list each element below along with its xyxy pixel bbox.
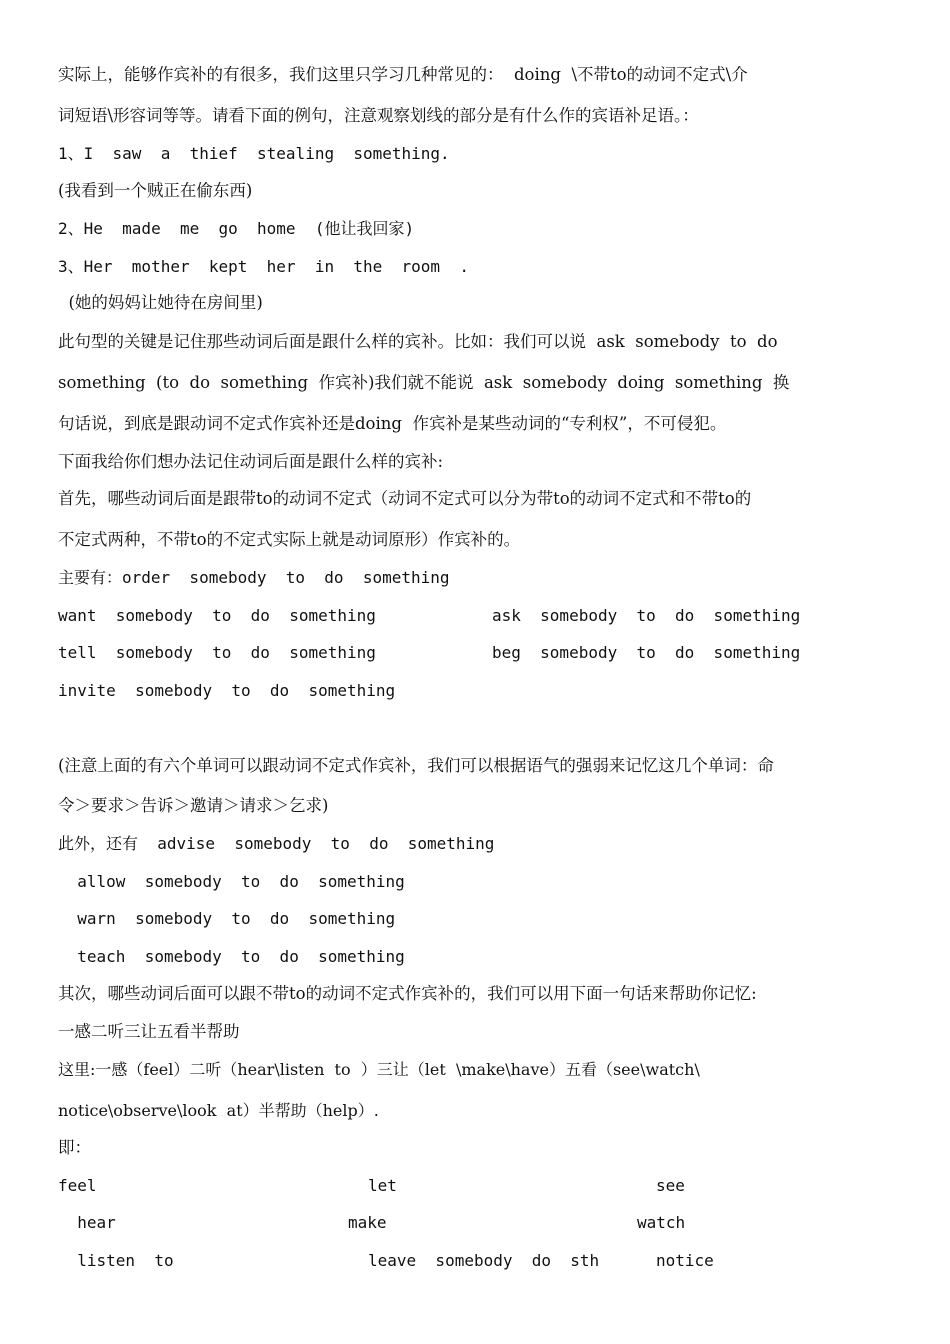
example-translation-1: (我看到一个贼正在偷东西) xyxy=(58,181,253,200)
verb-table-see: see xyxy=(656,1176,685,1195)
note-line-1: (注意上面的有六个单词可以跟动词不定式作宾补，我们可以根据语气的强弱来记忆这几个单词：命 xyxy=(58,756,774,775)
example-sentence-2: 2、He made me go home (他让我回家) xyxy=(58,219,415,238)
paragraph-line-1: 实际上，能够作宾补的有很多，我们这里只学习几种常见的： doing \不带to的动词不定式\介 xyxy=(58,65,748,84)
mnemonic-line: 一感二听三让五看半帮助 xyxy=(58,1022,240,1041)
paragraph-line-8: 此句型的关键是记住那些动词后面是跟什么样的宾补。比如：我们可以说 ask somebody to do xyxy=(58,332,778,351)
verb-list-warn: warn somebody to do something xyxy=(58,909,396,928)
verb-table-listen-to: listen to xyxy=(58,1251,174,1270)
verb-list-invite: invite somebody to do something xyxy=(58,681,396,700)
verb-list-want: want somebody to do something xyxy=(58,606,376,625)
example-sentence-3: 3、Her mother kept her in the room . xyxy=(58,257,469,276)
paragraph-line-13: 不定式两种，不带to的不定式实际上就是动词原形）作宾补的。 xyxy=(58,530,521,549)
verb-table-leave: leave somebody do sth xyxy=(368,1251,600,1270)
note-line-2: 令＞要求＞告诉＞邀请＞请求＞乞求) xyxy=(58,796,329,815)
verb-list-advise: 此外，还有 advise somebody to do something xyxy=(58,834,495,853)
verb-list-teach: teach somebody to do something xyxy=(58,947,405,966)
verb-table-hear: hear xyxy=(58,1213,116,1232)
paragraph-line-28: 即： xyxy=(58,1138,91,1157)
verb-list-ask: ask somebody to do something xyxy=(492,606,801,625)
verb-table-watch: watch xyxy=(637,1213,686,1232)
paragraph-line-9: something (to do something 作宾补)我们就不能说 ask somebody doing something 换 xyxy=(58,373,790,392)
paragraph-line-12: 首先，哪些动词后面是跟带to的动词不定式（动词不定式可以分为带to的动词不定式和不带to的 xyxy=(58,489,752,508)
verb-table-feel: feel xyxy=(58,1176,97,1195)
verb-table-let: let xyxy=(368,1176,397,1195)
verb-table-make: make xyxy=(348,1213,387,1232)
verb-list-tell: tell somebody to do something xyxy=(58,643,376,662)
verb-list-line-1: 主要有：order somebody to do something xyxy=(58,568,450,587)
verb-list-allow: allow somebody to do something xyxy=(58,872,405,891)
paragraph-line-11: 下面我给你们想办法记住动词后面是跟什么样的宾补: xyxy=(58,452,444,471)
paragraph-line-26: 这里:一感（feel）二听（hear\listen to ）三让（let \make\have）五看（see\watch\ xyxy=(58,1060,700,1079)
paragraph-line-2: 词短语\形容词等等。请看下面的例句，注意观察划线的部分是有什么作的宾语补足语。： xyxy=(58,106,699,125)
paragraph-line-27: notice\observe\look at）半帮助（help）. xyxy=(58,1101,379,1120)
verb-table-notice: notice xyxy=(656,1251,714,1270)
example-translation-3: (她的妈妈让她待在房间里) xyxy=(58,293,263,312)
paragraph-line-10: 句话说，到底是跟动词不定式作宾补还是doing 作宾补是某些动词的“专利权”，不可侵犯。 xyxy=(58,414,727,433)
example-sentence-1: 1、I saw a thief stealing something. xyxy=(58,144,450,163)
paragraph-line-24: 其次，哪些动词后面可以跟不带to的动词不定式作宾补的，我们可以用下面一句话来帮助你记忆: xyxy=(58,984,757,1003)
verb-list-beg: beg somebody to do something xyxy=(492,643,801,662)
